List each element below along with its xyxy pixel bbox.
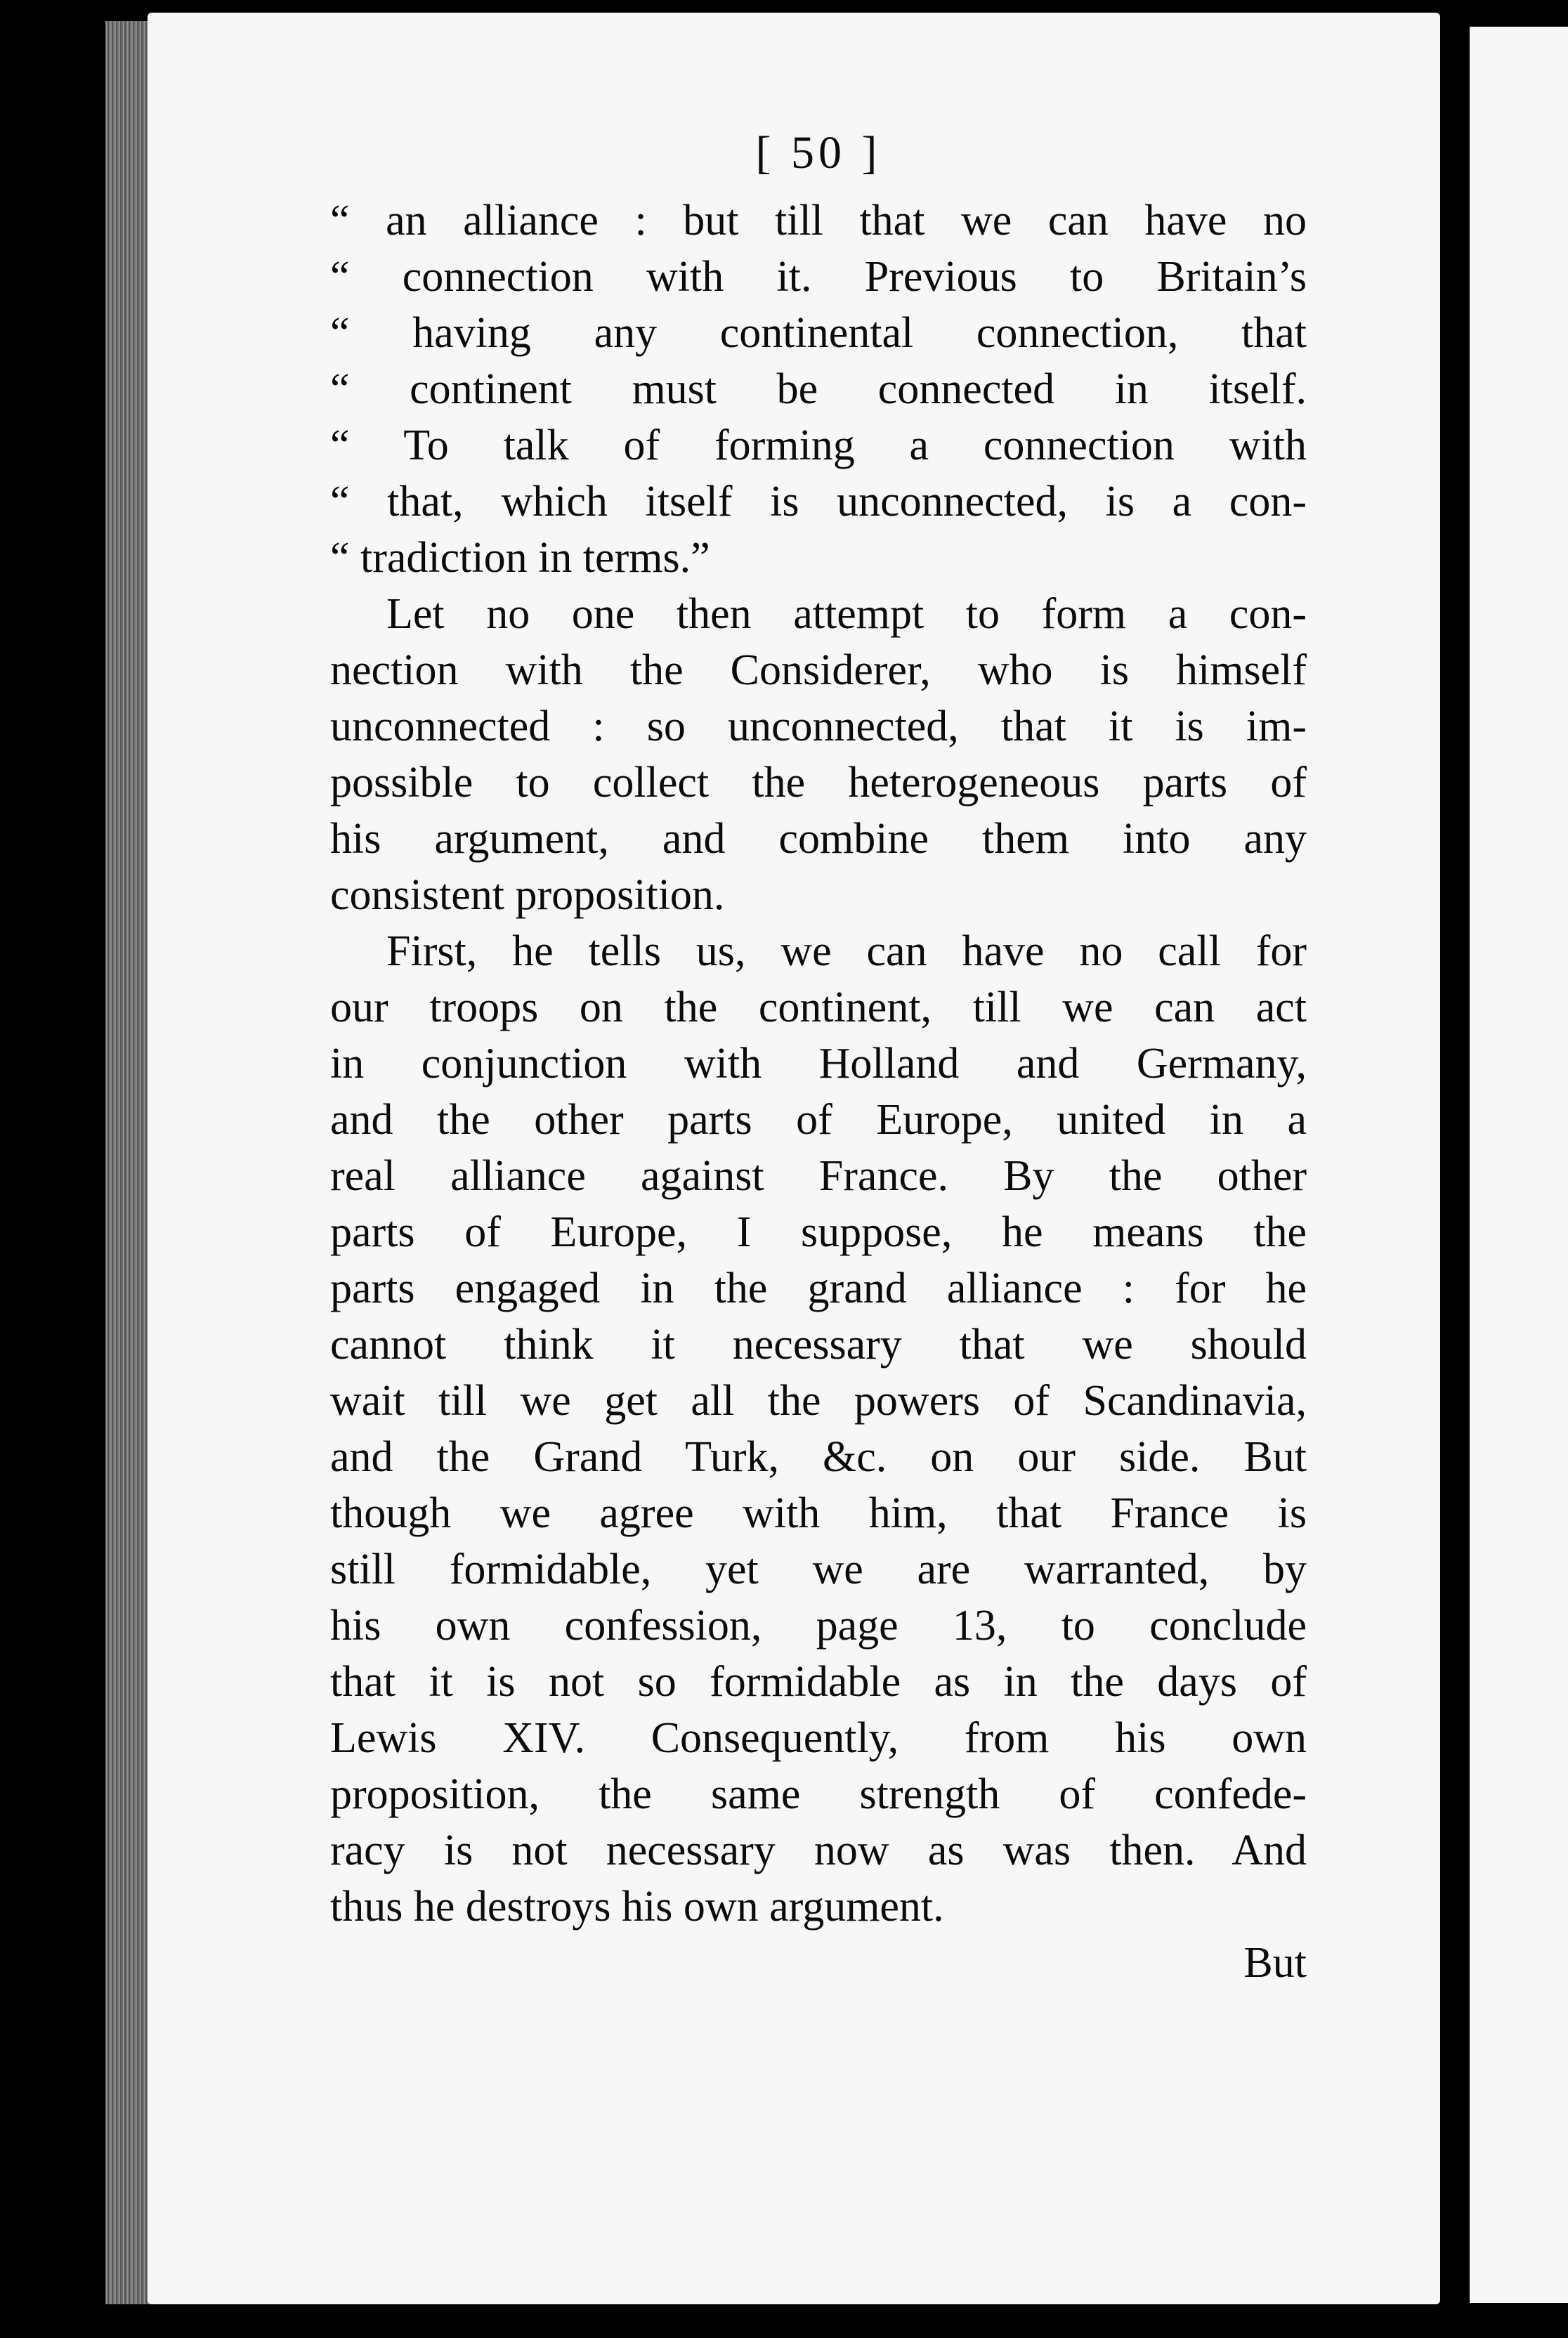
text-line: “ that, which itself is unconnected, is a con- — [330, 478, 1307, 525]
text-line: “ To talk of forming a connection with — [330, 422, 1307, 469]
text-line: Lewis XIV. Consequently, from his own — [330, 1714, 1307, 1762]
text-line: though we agree with him, that France is — [330, 1489, 1307, 1537]
text-line: wait till we get all the powers of Scandinavia, — [330, 1377, 1307, 1425]
text-line: “ continent must be connected in itself. — [330, 365, 1307, 413]
text-line: unconnected : so unconnected, that it is im- — [330, 703, 1307, 750]
text-line: nection with the Considerer, who is himself — [330, 646, 1307, 694]
facing-page-edge — [1470, 27, 1568, 2303]
text-line: and the Grand Turk, &c. on our side. But — [330, 1433, 1307, 1481]
page-block-edge — [105, 21, 153, 2304]
text-line: his argument, and combine them into any — [330, 815, 1307, 863]
text-line: and the other parts of Europe, united in a — [330, 1096, 1307, 1144]
text-line: proposition, the same strength of confede- — [330, 1770, 1307, 1818]
text-line: possible to collect the heterogeneous parts of — [330, 759, 1307, 806]
text-line: his own confession, page 13, to conclude — [330, 1602, 1307, 1650]
text-line: parts engaged in the grand alliance : for he — [330, 1265, 1307, 1312]
text-line: still formidable, yet we are warranted, by — [330, 1546, 1307, 1593]
text-line: “ connection with it. Previous to Britain’s — [330, 253, 1307, 301]
text-line: in conjunction with Holland and Germany, — [330, 1040, 1307, 1088]
catchword: But — [1243, 1939, 1307, 1987]
text-line: Let no one then attempt to form a con- — [386, 590, 1307, 638]
page-gutter — [1442, 0, 1470, 2338]
text-line: cannot think it necessary that we should — [330, 1321, 1307, 1369]
page-number-header: [ 50 ] — [755, 127, 882, 178]
page-text — [330, 119, 1307, 1991]
text-line: real alliance against France. By the other — [330, 1152, 1307, 1200]
text-line: “ an alliance : but till that we can have no — [330, 197, 1307, 244]
text-line: “ having any continental connection, that — [330, 309, 1307, 357]
text-line: that it is not so formidable as in the days of — [330, 1658, 1307, 1706]
text-line: our troops on the continent, till we can act — [330, 984, 1307, 1031]
text-line: “ tradiction in terms.” — [330, 534, 710, 582]
text-line: First, he tells us, we can have no call for — [386, 927, 1307, 975]
text-line: parts of Europe, I suppose, he means the — [330, 1208, 1307, 1256]
text-line: racy is not necessary now as was then. And — [330, 1827, 1307, 1874]
text-line: consistent proposition. — [330, 871, 725, 919]
text-line: thus he destroys his own argument. — [330, 1883, 944, 1931]
